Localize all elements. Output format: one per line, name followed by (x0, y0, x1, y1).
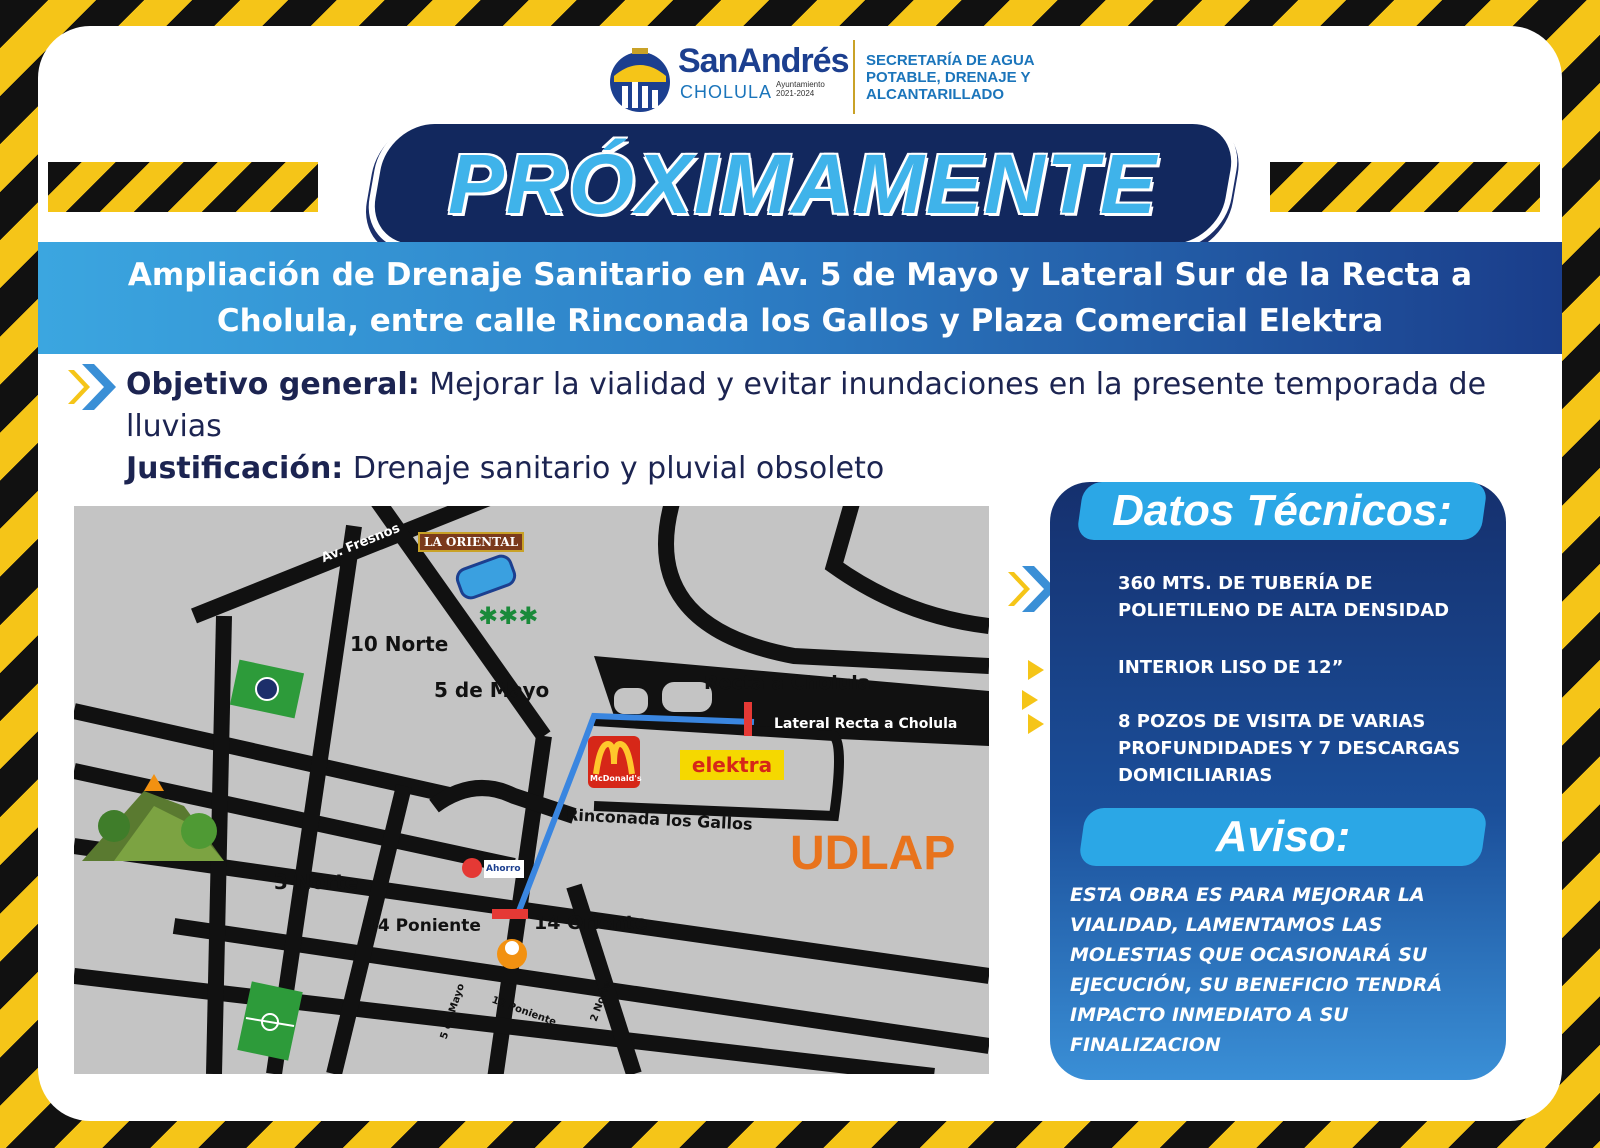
justification-label: Justificación: (126, 451, 344, 486)
label-udlap: UDLAP (790, 827, 956, 880)
hazard-stripe-left (48, 162, 318, 212)
label-av-fresnos: Av. Fresnos (319, 520, 403, 567)
brand-logo (608, 34, 1108, 124)
label-mcdonalds: McDonald's (590, 774, 642, 783)
label-14-oriente: 14 Oriente (534, 912, 648, 934)
bullet-icon (1028, 660, 1044, 680)
justification-text: Drenaje sanitario y pluvial obsoleto (352, 451, 885, 486)
location-map (74, 506, 989, 1074)
work-marker-north (744, 702, 752, 736)
label-12-poniente: 12 Poniente (490, 994, 558, 1029)
trees-icon: ✱✱✱ (478, 602, 539, 630)
brand-emblem-icon (608, 42, 672, 114)
label-rinconada: Rinconada los Gallos (565, 805, 754, 834)
restaurant-icon (497, 939, 527, 969)
label-14-poniente: 14 Poniente (366, 916, 481, 936)
aviso-text: ESTA OBRA ES PARA MEJORAR LA VIALIDAD, LAMENTAMOS LAS MOLESTIAS QUE OCASIONARÁ SU EJECUCIÓN, SU BENEFICIO TENDRÁ IMPACTO INMEDIATO A SU FINALIZACION (1070, 884, 1443, 1056)
road-mid-curve (434, 788, 574, 816)
label-lateral-recta: Lateral Recta a Cholula (774, 716, 958, 732)
map-roads (74, 506, 989, 1074)
label-10-norte: 10 Norte (350, 632, 449, 656)
bullet-icon (1028, 714, 1044, 734)
label-ahorro: Ahorro (486, 864, 521, 874)
work-marker-south (492, 909, 528, 919)
page-title: PRÓXIMAMENTE (447, 137, 1159, 231)
island-1 (614, 688, 648, 714)
chevron-right-icon (68, 364, 118, 410)
brand-name: SanAndrés (678, 42, 849, 80)
road-ns-1 (214, 616, 224, 1074)
label-recta-cholula: Recta a Cholula (704, 672, 871, 694)
technical-data-panel (1050, 482, 1506, 1080)
label-elektra: elektra (680, 750, 784, 780)
label-3-norte: 3 Norte (274, 870, 359, 894)
poster-panel (38, 26, 1562, 1121)
mountain-icon (82, 774, 224, 861)
label-la-oriental: LA ORIENTAL (418, 532, 524, 552)
project-title: Ampliación de Drenaje Sanitario en Av. 5 de Mayo y Lateral Sur de la Recta a Cholula, entre calle Rinconada los Gallos y Plaza Comercial Elektra (127, 257, 1473, 339)
bullet-icon (1022, 690, 1038, 710)
project-objective (126, 364, 1516, 490)
label-5-de-mayo-small: 5 de Mayo (438, 982, 467, 1041)
project-banner (38, 242, 1562, 354)
brand-term: Ayuntamiento 2021-2024 (776, 80, 825, 98)
aviso-title: Aviso: (1215, 812, 1351, 861)
hazard-stripe-right (1270, 162, 1540, 212)
department-name: SECRETARÍA DE AGUA POTABLE, DRENAJE Y ALCANTARILLADO (866, 52, 1035, 103)
label-5-de-mayo: 5 de Mayo (434, 678, 550, 702)
brand-city: CHOLULA (680, 82, 773, 102)
tech-item-3: 8 POZOS DE VISITA DE VARIAS PROFUNDIDADES Y 7 DESCARGAS DOMICILIARIAS (1118, 711, 1461, 786)
road-upper-curve (666, 506, 989, 666)
aviso-pill (1078, 808, 1488, 866)
brand-divider (853, 40, 855, 114)
objective-text: Mejorar la vialidad y evitar inundaciones en la presente temporada de lluvias (126, 367, 1487, 444)
tech-item-2: INTERIOR LISO DE 12” (1118, 657, 1344, 678)
tech-title-pill (1076, 482, 1488, 540)
objective-label: Objetivo general: (126, 367, 420, 402)
pool-icon (455, 553, 518, 600)
soccer-field-north (230, 660, 304, 719)
tech-item-1: 360 MTS. DE TUBERÍA DE POLIETILENO DE ALTA DENSIDAD (1118, 573, 1450, 621)
tech-title: Datos Técnicos: (1112, 486, 1452, 535)
road-upper-right (834, 506, 989, 626)
label-2-norte: 2 Norte (588, 979, 614, 1024)
